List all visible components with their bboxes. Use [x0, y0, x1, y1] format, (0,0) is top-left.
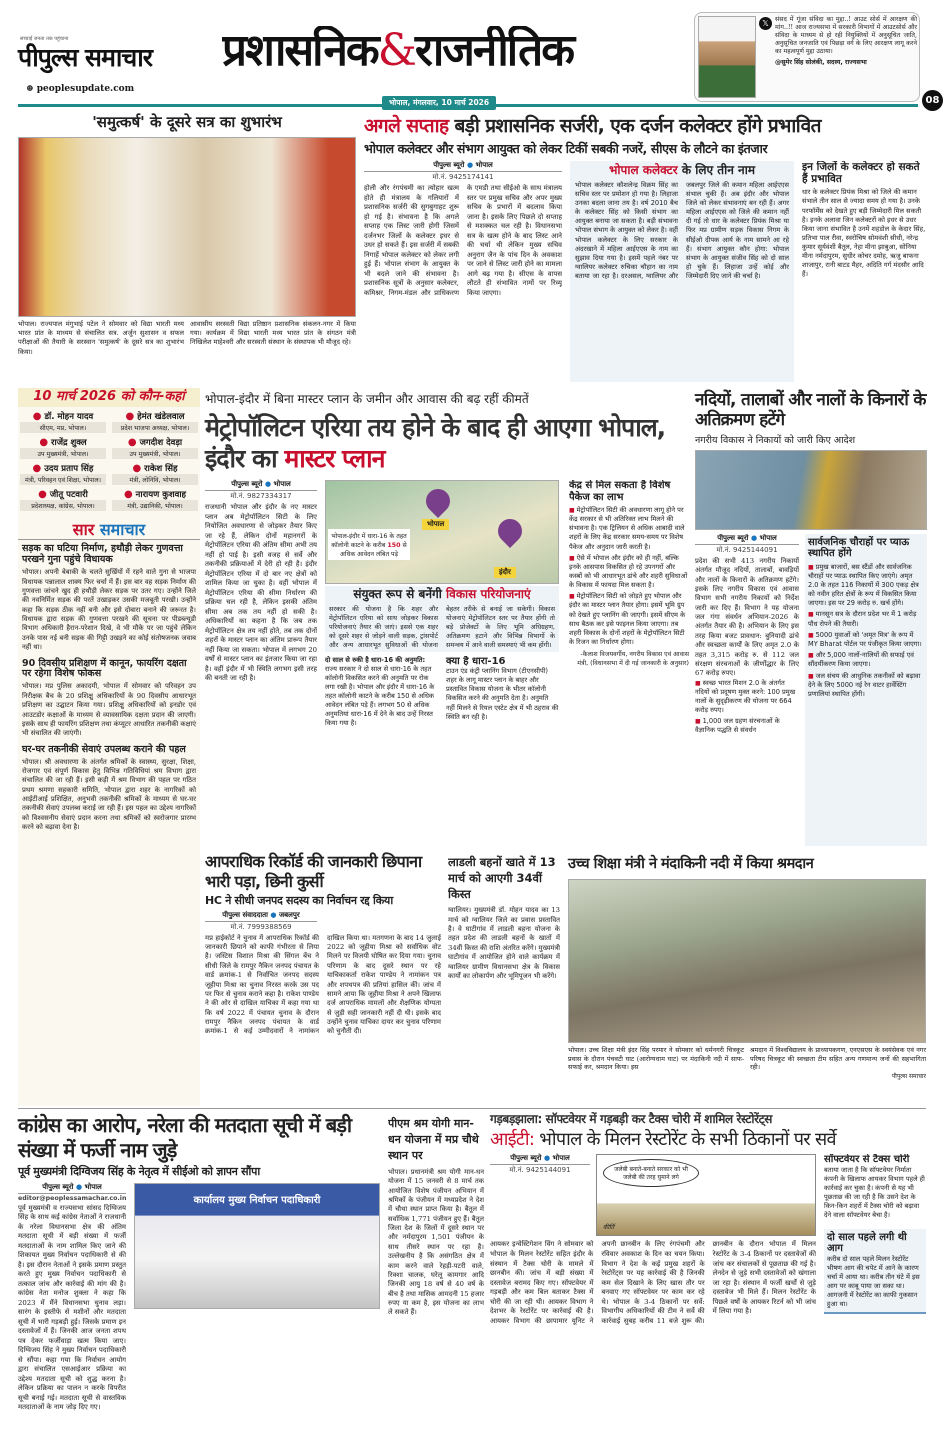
rivers-subhead: नगरीय विकास ने निकायों को जारी किए आदेश: [695, 434, 856, 446]
fire-side: दो साल पहले लगी थी आग करीब दो साल पहले मिलन रेस्टोरेंट भीषण आग की चपेट में आने के कारण चर्चा में आया था। करीब तीन घंटे में इस आग पर काबू पाया जा सका था। आगजनी में रेस्टोरेंट का काफी नुकसान हुआ था।: [824, 1229, 926, 1315]
bullet-point: ■ ऐसे में भोपाल और इंदौर को ही नहीं, बल्कि इनके आसपास विकसित हो रहे उपनगरों और कस्बों को भी आधारभूत ढांचे और शहरी सुविधाओं के विकास में फायदा मिल सकता है।: [569, 554, 689, 591]
brief-item: सड़क का घटिया निर्माण, हथौड़ी लेकर गुणवत्ता परखने गुना पहुंचे विधायक भोपाल। अपनी बेबाकी के चलते सुर्खियों में रहने वाले गुना से भाजपा विधायक पन्नालाल शाक्य फिर चर्चा में हैं। इस बार वह सड़क निर्माण की गुणवत्ता जांचने खुद ही हथौड़ी लेकर सड़क पर उतर गए। उन्होंने जिले की नवनिर्मित सड़क की परतें उखाड़कर उसकी मजबूती परखी। उन्होंने कहा कि सड़क ठीक नहीं बनी और इसे दोबारा बनाने की जरूरत है। विधायक द्वारा सड़क की गुणवत्ता परखने की सूचना पर पीडब्ल्यूडी विभाग अधिकारी हैरान-परेशान दिखे, वे भी मौके पर जा पहुंचे लेकिन उनके पास नई बनी सड़क की गिट्टी उखड़ने का कोई संतोषजनक जवाब नहीं था।: [22, 543, 196, 652]
top-story-subhead: भोपाल कलेक्टर और संभाग आयुक्त को लेकर टिकीं सबकी नजरें, सीएस के लौटने का इंतजार: [364, 140, 768, 156]
speech-bubble: जलेबी बनाते-बनाते सरकार को भी जलेबी की तरह घुमाने लगे: [603, 1159, 699, 1187]
tweet-text: संसद में गूंजा संविदा का मुद्दा..! आउट सोर्स में आरक्षण की मांग..!! आज राज्यसभा में सरकारी विभागों में आउटसोर्स और संविदा के माध्यम से हो रही नियुक्तियों में अनुसूचित जाति, अनुसूचित जनजाति एवं पिछड़ा वर्ग के लिए आरक्षण लागू करने का महत्वपूर्ण मुद्दा उठाया।: [775, 16, 917, 56]
who-where-item: ● हेमंत खंडेलवाल प्रदेश भाजपा अध्यक्ष, भोपाल।: [112, 411, 198, 433]
tweet-author: @सुमेर सिंह सोलंकी, सदस्य, राज्यसभा: [775, 59, 867, 67]
section16-para: दो साल से रुकी है धारा-16 की अनुमति: राज्य सरकार ने दो साल से धारा-16 के तहत कॉलोनी विकसित करने की अनुमति पर रोक लगा रखी है। भोपाल और इंदौर में धारा-16 के तहत कॉलोनी काटने के करीब 150 से अधिक आवेदन लंबित पड़े हैं। लगभग 50 से अधिक अनुमतियां धारा-16 में देने के बाद उन्हें निरस्त किया गया है।: [325, 655, 435, 728]
location-pin-icon: ●: [127, 436, 137, 448]
who-where-item: ● राजेंद्र शुक्ल उप मुख्यमंत्री, भोपाल।: [20, 437, 106, 459]
location-pin-icon: ●: [123, 488, 133, 500]
box-body: भोपाल कलेक्टर कौशलेन्द्र विक्रम सिंह का सचिव स्तर पर प्रमोशन हो गया है। लिहाजा उनका बदला जाना तय है। वर्ष 2010 बैच के कलेक्टर सिंह को किसी संभाग का आयुक्त बनाया जा सकता है। बड़ी संभावना भोपाल संभाग के आयुक्त को लेकर है। वहीं भोपाल कलेक्टर के लिए सरकार के अंदरखाने में महिला आईएएस के नाम का सुझाव दिया गया है। इसमें पहले नंबर पर ग्वालियर कलेक्टर रुचिका चौहान का नाम बताया जा रहा है। दरअसल, ग्वालियर और जबलपुर जिले की कमान महिला आईएएस संभाल चुकी हैं। अब इंदौर और भोपाल जिले को लेकर संभावनाएं बन रही हैं। अगर महिला आईएएस को जिले की कमान नहीं दी गई तो धार के कलेक्टर प्रियंक मिश्रा या फिर मप्र ग्रामीण सड़क विकास निगम के सीईओ दीपक आर्य के नाम सामने आ रहे हैं। संभाग आयुक्त कौन होगा: भोपाल संभाग के आयुक्त संजीव सिंह को दो साल हो चुके हैं। लिहाजा उन्हें कोई और जिम्मेदारी दिए जाने की चर्चा है।: [575, 181, 789, 280]
who-where-item: ● उदय प्रताप सिंह मंत्री, परिवहन एवं शिक्षा, भोपाल।: [20, 463, 106, 485]
brief-item: 90 दिवसीय प्रशिक्षण में कानून, फायरिंग दक्षता पर रहेगा विशेष फोकस भोपाल। मप्र पुलिस अकादमी, भोपाल में सोमवार को परिवहन उप निरीक्षक बैच के 20 प्रशिक्षु अधिकारियों के 90 दिवसीय आधारभूत प्रशिक्षण का उद्घाटन किया गया। प्रशिक्षु अधिकारियों को इनडोर एवं आउटडोर कक्षाओं के माध्यम से व्यावसायिक दक्षता प्रदान की जाएगी। इसके साथ ही फायरिंग प्रशिक्षण तथा कंप्यूटर आधारित तकनीकी कक्षाएं भी संचालित की जाएंगी।: [22, 657, 196, 738]
bulldozer-photo: [695, 450, 927, 530]
page-number: 08: [922, 90, 943, 111]
crime-body: मप्र हाईकोर्ट ने चुनाव में आपराधिक रिकॉर्ड की जानकारी छिपाने को काफी गंभीरता से लिया है। जस्टिस विशाल मिश्रा की सिंगल बेंच ने सीधी जिले के रामपुर नैकिन जनपद पंचायत के वार्ड क्रमांक-1 से निर्वाचित जनपद सदस्य जूहीया मिश्रा का चुनाव निरस्त करके उस पद पर फिर से चुनाव कराने कहा है। राकेश पाण्डेय ने की ओर से दाखिल याचिका में कहा गया था कि वर्ष 2022 में पंचायत चुनाव के दौरान रामपुर नैकिन जनपद पंचायत के वार्ड क्रमांक-1 से कई उम्मीदवारों ने नामांकन दाखिल किया था। मतगणना के बाद 14 जुलाई 2022 को जूहीया मिश्रा को सर्वाधिक वोट मिलने पर विजयी घोषित कर दिया गया। चुनाव परिणाम के बाद दूसरे स्थान पर रहे याचिकाकर्ता राकेश पाण्डेय ने नामांकन पत्र और शपथपत्र की प्रतियां हासिल कीं। जांच में सामने आया कि जूहीया मिश्रा ने अपने खिलाफ दर्ज आपराधिक मामलों और शैक्षणिक योग्यता से जुड़ी सही जानकारी नहीं दी थी। इसके बाद उन्होंने चुनाव याचिका दायर कर चुनाव परिणाम को चुनौती दी।: [205, 933, 441, 1036]
mobile-number: मो.नं. 9425144091: [509, 1166, 571, 1175]
bullet-point: ■ स्वच्छ भारत मिशन 2.0 के अंतर्गत नदियों को प्रदूषण मुक्त करने: 100 प्रमुख नालों के सुदृढ़ीकरण की योजना पर 664 करोड़ रुपए।: [695, 679, 799, 716]
joint-body: सरकार की योजना है कि शहर और मेट्रोपॉलिटन एरिया को साथ जोड़कर विकास परियोजनाएं तैयार की जाएं। इससे एक शहर को दूसरे शहर से जोड़ने वाली सड़क, ट्रांसपोर्ट और अन्य आधारभूत सुविधाओं की योजना बेहतर तरीके से बनाई जा सकेगी। विकास योजनाएं मेट्रोपॉलिटन स्तर पर तैयार होंगी तो बड़े प्रोजेक्टों के लिए भूमि अधिग्रहण, अतिक्रमण हटाने और विभिन्न विभागों के समन्वय में आने वाली समस्याएं भी कम होंगी।: [329, 604, 555, 649]
who-where-item: ● जीतू पटवारी प्रदेशाध्यक्ष, कांग्रेस, भोपाल।: [20, 489, 106, 511]
congress-body-a: पूर्व मुख्यमंत्री व राज्यसभा सांसद दिग्विजय सिंह के साथ कई कांग्रेस नेताओं ने राजधानी के नरेला विधानसभा क्षेत्र की अंतिम मतदाता सूची में बड़ी संख्या में फर्जी मतदाताओं के नाम शामिल किए जाने की शिकायत मुख्य निर्वाचन पदाधिकारी से की है। इस दौरान नेताओं ने इसके प्रमाण प्रस्तुत करते हुए मुख्य निर्वाचन पदाधिकारी से तत्काल जांच और कार्रवाई की मांग की है। कांग्रेस नेता मनोज शुक्ला ने कहा कि 2023 में मैंने विधानसभा चुनाव लड़ा। सारंग के इस्तीफे से मशीनों और मतदाता सूची में भारी गड़बड़ी हुई। जिसके प्रमाण इन दस्तावेजों में हैं। जिनकी आज जनता शपथ पत्र देकर फर्जीवाड़ा खत्म किया जाए। दिग्विजय सिंह ने मुख्य निर्वाचन पदाधिकारी से सौंपा। कहा गया कि निर्वाचन आयोग द्वारा संचालित एसआईआर प्रक्रिया का उद्देश्य मतदाता सूची को शुद्ध करना है। लेकिन प्रक्रिया का पालन न करके विपरीत सूची बनाई गई। मतदाता सूची से वास्तविक मतदाताओं के नाम जोड़ दिए गए।: [18, 1203, 126, 1412]
who-where-item: ● डॉ. मोहन यादव सीएम, मप्र, भोपाल।: [20, 411, 106, 433]
location-pin-icon: ●: [32, 410, 42, 422]
rivers-story: [695, 390, 927, 846]
metro-body: राजधानी भोपाल और इंदौर के नए मास्टर प्लान अब मेट्रोपॉलिटन सिटी के लिए नियोजित अवधारणा से जोड़कर तैयार किए जा रहे हैं, लेकिन दोनों महानगरों के मेट्रोपॉलिटन एरिया की अंतिम सीमा अभी तय नहीं हो पाई है। इसी वजह से सर्वे और तकनीकी प्रक्रियाओं में देरी हो रही है। इंदौर मेट्रोपॉलिटन एरिया में दो बार नए क्षेत्रों को शामिल किया जा चुका है। वहीं भोपाल में मेट्रोपॉलिटन एरिया की सीमा निर्धारण की प्रक्रिया चल रही है, लेकिन इसकी अंतिम सीमा अब तक तय नहीं हो सकी है। अधिकारियों का कहना है कि जब तक मेट्रोपॉलिटन क्षेत्र तय नहीं होते, तब तक दोनों शहरों के मास्टर प्लान का अंतिम प्रारूप तैयार नहीं किया जा सकता। भोपाल में लगभग 20 वर्षों से मास्टर प्लान का इंतजार किया जा रहा है। वहीं इंदौर में भी स्थिति लगभग इसी तरह की बनती जा रही है।: [205, 503, 317, 683]
masthead: [0, 0, 945, 112]
who-where-item: ● नारायण कुशवाह मंत्री, उद्यानिकी, भोपाल।: [112, 489, 198, 511]
central-package: केंद्र से मिल सकता है विशेष पैकेज का लाभ ■ मेट्रोपॉलिटन सिटी की अवधारणा लागू होने पर केंद्र सरकार से भी अतिरिक्त लाभ मिलने की संभावना है। एक ट्रिलियन से अधिक आबादी वाले शहरों के लिए केंद्र सरकार समय-समय पर विशेष पैकेज और अनुदान जारी करती है। ■ ऐसे में भोपाल और इंदौर को ही नहीं, बल्कि इनके आसपास विकसित हो रहे उपनगरों और कस्बों को भी आधारभूत ढांचे और शहरी सुविधाओं के विकास में फायदा मिल सकता है। ■ मेट्रोपॉलिटन सिटी को जोड़ते हुए भोपाल और इंदौर का मास्टर प्लान तैयार होगा। इसमें भूमि ग्रुप को देखते हुए प्लानिंग की जाएगी। इसमें सीएम के साथ बैठक कर इसे फाइनल किया जाएगा। तब शहरी विकास के दोनों शहरों के मेट्रोपॉलिटन सिटी के रिजन का निर्धारण होगा। -कैलाश विजयवर्गीय, नगरीय विकास एवं आवास मंत्री, (विधानसभा में दी गई जानकारी के अनुसार): [569, 480, 689, 846]
mobile-number: मो.नं. 9425144091: [716, 545, 778, 554]
joint-title: संयुक्त रूप से बनेंगी विकास परियोजनाएं: [353, 587, 531, 601]
it-headline: आईटी: भोपाल के मिलन रेस्टोरेंट के सभी ठिकानों पर सर्वे: [490, 1128, 836, 1150]
rivers-points: [695, 679, 799, 736]
photo-caption-b: आवासीय सरस्वती विद्या प्रतिष्ठान प्रशासनिक संकलन-नगर में किया गया। कार्यक्रम में विद्या भारती मध्य भारत प्रांत के संगठन मंत्री निखिलेश माहेश्वरी और सरस्वती संस्थान के संस्थापक भी मौजूद रहे।: [190, 320, 356, 347]
photo-caption-a: भोपाल। राज्यपाल मंगुभाई पटेल ने सोमवार को विद्या भारती मध्य भारत प्रांत के माध्यम से संचालित सत्र. अर्जुन सुशासन व सफल परीक्षाओं की तैयारी के सरस्वान 'समुत्कर्ष' के दूसरे सत्र का शुभारंभ किया।: [18, 320, 184, 356]
side-body: धार के कलेक्टर प्रियंक मिश्रा को जिले की कमान संभाले तीन साल से ज्यादा समय हो गया है। उनके परफॉर्मेंस को देखते हुए बड़ी जिम्मेदारी मिल सकती है। इनके अलावा जिन कलेक्टरों को इधर से उधर किया जाना संभावित है उनमें शहडोल के केदार सिंह, प्रतिभा पाल रीवा, स्वरोचिष सोमवंशी सीधी, नरेन्द्र कुमार सूर्यवंशी बैतूल, नेहा मीना झाबुआ, सोनिया मीना नर्मदापुरम, सुधीर कोचर दमोह, ऋजु बाफना शाजापुर, रानी बाटड मैहर, अदिति गर्ग मंदसौर आदि हैं।: [802, 188, 926, 279]
byline: पीपुल्स ब्यूरो ● भोपाल: [490, 1154, 590, 1165]
ceo-memo-photo: कार्यालय मुख्य निर्वाचन पदाधिकारी: [134, 1183, 380, 1309]
mobile-number: मो.नं. 7999388569: [230, 922, 292, 931]
top-story: [364, 116, 926, 382]
top-story-body: होली और रंगपंचमी का त्योहार खत्म होते ही मंत्रालय के गलियारों में प्रशासनिक सर्जरी की सुगबुगाहट शुरू हो गई है। संभावना है कि अगले सप्ताह एक लिस्ट जारी होगी जिसमें दर्जनभर जिलों के कलेक्टर इधर से उधर हो सकते हैं। इस सर्जरी में सबकी निगाहें भोपाल कलेक्टर को लेकर लगी हुई हैं। भोपाल संभाग के आयुक्त के भी बदले जाने की संभावना है। प्रशासनिक सूत्रों के अनुसार कलेक्टर, कमिश्नर, निगम-मंडल और प्राधिकरण के एमडी तथा सीईओ के साथ मंत्रालय स्तर पर प्रमुख सचिव और अपर मुख्य सचिव के प्रभारों में बदलाव किया जाना है। इसके लिए पिछले दो सप्ताह से मशक्कत चल रही है। विधानसभा सत्र के खत्म होने के बाद लिस्ट आने की चर्चा थी लेकिन मुख्य सचिव अनुराग जैन के पांच दिन के अवकाश पर जाने से लिस्ट जारी होने का मामला आगे बढ़ गया है। सीएस के वापस लौटते ही संभावित नामों पर रिव्यू किया जाएगा।: [364, 184, 562, 297]
left-column: [18, 388, 200, 1106]
email[interactable]: editor@peoplessamachar.co.in: [18, 1194, 127, 1202]
bullet-point: ■ जल संचय की आधुनिक तकनीकों को बढ़ावा देने के लिए 5000 नई रेन वाटर हार्वेस्टिंग प्रणालियां स्थापित होंगी।: [808, 672, 924, 699]
location-pin-icon: ●: [32, 462, 42, 474]
shramdan-story: उच्च शिक्षा मंत्री ने मंदाकिनी नदी में किया श्रमदान भोपाल। उच्च शिक्षा मंत्री इंदर सिंह परमार ने सोमवार को धर्मनगरी चित्रकूट प्रवास के दौरान पंचवटी घाट (आरोग्यधाम घाट) पर मंदाकिनी नदी में साफ- सफाई कर, श्रमदान किया। इस श्रमदान में विश्वविद्यालय के प्राध्यापकगण, एनएसएस के स्वयंसेवक एवं नगर परिषद चित्रकूट की स्वच्छता टीम सहित अन्य गणमान्य जनों की सहभागिता रही। पीपुल्स समाचार: [568, 856, 926, 1081]
governor-event-photo: [18, 137, 356, 317]
who-where-title: 10 मार्च 2026 को कौन-कहां: [18, 388, 200, 407]
map-pin-icon: [421, 484, 455, 518]
it-story: गड़बड़झाला: सॉफ्टवेयर में गड़बड़ी कर टैक्स चोरी में शामिल रेस्टोरेंट्स आईटी: भोपाल के मिलन रेस्टोरेंट के सभी ठिकानों पर सर्वे पीपुल्स ब्यूरो ● भोपाल मो.नं. 9425144091 जलेबी बनाते-बनाते सरकार को भी जलेबी की तरह घुमाने लगे कीर्ति आयकर इन्वेस्टिगेशन विंग ने सोमवार को भोपाल के मिलन रेस्टोरेंट सहित इंदौर के संस्थान में टैक्स चोरी के मामले में छानबीन की। जांच में बड़ी संख्या में दस्तावेज बरामद किए गए। सॉफ्टवेयर में गड़बड़ी और कम बिल बताकर टैक्स में चोरी की जा रही थी। आयकर विभाग ने देशभर के रेस्टोरेंट पर कार्रवाई की है। आयकर विभाग की छापामार यूनिट ने अपनी छानबीन के लिए रंगपंचमी और रविवार अवकाश के दिन का चयन किया। विभाग ने देश के कई प्रमुख शहरों के रेस्टोरेंट्स पर यह कार्रवाई की है जिनकी कम सेल दिखाने के लिए खास तौर पर बनवाए गए सॉफ्टवेयर पर काम कर रहे थे। भोपाल के 3-4 ठिकानों पर सर्वे: विभागीय अधिकारियों की टीम ने सर्वे की कार्रवाई सुबह करीब 11 बजे शुरू की। छानबीन के दौरान भोपाल में मिलन रेस्टोरेंट के 3-4 ठिकानों पर दस्तावेजों की जांच कर संचालकों से पूछताछ की गई है। लेनदेन से जुड़े सभी दस्तावेजों को खंगाला जा रहा है। संस्थान में फर्जी खर्चों से जुड़े दस्तावेज भी मिले हैं। मिलन रेस्टोरेंट के पिछले वर्षों के आयकर रिटर्न को भी जांच में लिया गया है। सॉफ्टवेयर से टैक्स चोरी बताया जाता है कि सॉफ्टवेयर निर्माता कंपनी के खिलाफ आयकर विभाग पहले ही कार्रवाई कर चुका है। कंपनी से यह भी पूछताछ की जा रही है कि उसने देश के किन-किन शहरों में टैक्स चोरी को बढ़ावा देने वाला सॉफ्टवेयर बेचा है। दो साल पहले लगी थी आग करीब दो साल पहले मिलन रेस्टोरेंट भीषण आग की चपेट में आने के कारण चर्चा में आया था। करीब तीन घंटे में इस आग पर काबू पाया जा सका था। आगजनी में रेस्टोरेंट का काफी नुकसान हुआ था।: [490, 1113, 926, 1443]
joint-projects-box: [325, 586, 559, 652]
mobile-number: मो.नं. 9425174141: [432, 173, 494, 182]
central-points: [569, 506, 689, 647]
who-where-item: ● राकेश सिंह मंत्री, लोनिवि, भोपाल।: [112, 463, 198, 485]
byline: पीपुल्स ब्यूरो ● भोपाल: [18, 1183, 126, 1194]
box-title: भोपाल कलेक्टर के लिए तीन नाम: [608, 163, 755, 178]
tagline: सच्चाई जनता तक पहुंचाना: [20, 36, 69, 42]
byline: पीपुल्स ब्यूरो ● भोपाल: [205, 480, 317, 491]
photo-story: [18, 114, 356, 376]
briefs-title: सार समाचार: [18, 521, 200, 540]
water-kiosk-box: सार्वजनिक चौराहों पर प्याऊ स्थापित होंगे ■ प्रमुख बाजारों, बस स्टैंडों और सार्वजनिक चौराहों पर प्याऊ स्थापित किए जाएंगे। अमृत 2.0 के तहत 116 निकायों में 300 एकड़ क्षेत्र को नवीन हरित क्षेत्रों के रूप में विकसित किया जाएगा। इस पर 29 करोड़ रु. खर्च होंगे। ■ मानसून सत्र के दौरान प्रदेश भर में 1 करोड़ पौध रोपने की तैयारी। ■ 5000 युवाओं को 'अमृत मित्र' के रूप में MY Bharat पोर्टल पर पंजीकृत किया जाएगा। ■ और 5,000 नालों-नालियों की सफाई एवं सौंदर्यीकरण किया जाएगा। ■ जल संचय की आधुनिक तकनीकों को बढ़ावा देने के लिए 5000 नई रेन वाटर हार्वेस्टिंग प्रणालियां स्थापित होंगी।: [805, 534, 927, 846]
pin-label-bhopal: भोपाल: [422, 519, 449, 530]
pm-shram-story: पीएम श्रम योगी मान-धन योजना में मप्र चौथे स्थान पर भोपाल। प्रधानमंत्री श्रम योगी मान-धन योजना में 15 जनवरी से 8 मार्च तक आयोजित विशेष पंजीयन अभियान में श्रमिकों के पंजीयन में मध्यप्रदेश ने देश में चौथा स्थान प्राप्त किया है। बैतूल में सर्वाधिक 1,771 पंजीयन हुए हैं। बैतूल जिला देश के जिलों में दूसरे स्थान पर और नर्मदापुरम 1,501 पंजीयन के साथ तीसरे स्थान पर रहा है। उल्लेखनीय है कि असंगठित क्षेत्र में काम करने वाले रेहड़ी-पटरी वाले, रिक्शा चालक, घरेलू कामगार आदि जिनकी आयु 18 वर्ष से 40 वर्ष के बीच है तथा मासिक आमदनी 15 हजार रुपए या कम है, इस योजना का लाभ ले सकते हैं।: [388, 1117, 484, 1317]
author-photo: [698, 16, 756, 98]
who-where-grid: [18, 407, 200, 515]
location-pin-icon: ●: [39, 436, 49, 448]
bullet-point: ■ 1,000 जल ग्रहण संरचनाओं के वैज्ञानिक पद्धति से संवर्धन: [695, 717, 799, 735]
website[interactable]: ⊕ peoplesupdate.com: [26, 84, 135, 94]
mobile-number: मो.नं. 9827334317: [230, 492, 292, 500]
tweet-box: [694, 12, 920, 102]
divider: [18, 1108, 926, 1109]
top-story-headline: अगले सप्ताह बड़ी प्रशासनिक सर्जरी, एक दर्जन कलेक्टर होंगे प्रभावित: [364, 115, 821, 137]
congress-story: कांग्रेस का आरोप, नरेला की मतदाता सूची में बड़ी संख्या में फर्जी नाम जुड़े पूर्व मुख्यमंत्री दिग्विजय सिंह के नेतृत्व में सीईओ को ज्ञापन सौंपा पीपुल्स ब्यूरो ● भोपाल editor@peoplessamachar.co.in पूर्व मुख्यमंत्री व राज्यसभा सांसद दिग्विजय सिंह के साथ कई कांग्रेस नेताओं ने राजधानी के नरेला विधानसभा क्षेत्र की अंतिम मतदाता सूची में बड़ी संख्या में फर्जी मतदाताओं के नाम शामिल किए जाने की शिकायत मुख्य निर्वाचन पदाधिकारी से की है। इस दौरान नेताओं ने इसके प्रमाण प्रस्तुत करते हुए मुख्य निर्वाचन पदाधिकारी से तत्काल जांच और कार्रवाई की मांग की है। कांग्रेस नेता मनोज शुक्ला ने कहा कि 2023 में मैंने विधानसभा चुनाव लड़ा। सारंग के इस्तीफे से मशीनों और मतदाता सूची में भारी गड़बड़ी हुई। जिसके प्रमाण इन दस्तावेजों में हैं। जिनकी आज जनता शपथ पत्र देकर फर्जीवाड़ा खत्म किया जाए। दिग्विजय सिंह ने मुख्य निर्वाचन पदाधिकारी से सौंपा। कहा गया कि निर्वाचन आयोग द्वारा संचालित एसआईआर प्रक्रिया का उद्देश्य मतदाता सूची को शुद्ध करना है। लेकिन प्रक्रिया का पालन न करके विपरीत सूची बनाई गई। मतदाता सूची से वास्तविक मतदाताओं के नाम जोड़ दिए गए। कार्यालय मुख्य निर्वाचन पदाधिकारी: [18, 1113, 380, 1443]
section-title: प्रशासनिक&राजनीतिक: [222, 26, 574, 76]
brief-item: घर-घर तकनीकी सेवाएं उपलब्ध कराने की पहल भोपाल। श्री अवधारणा के अंतर्गत श्रमिकों के स्वास्थ्य, सुरक्षा, शिक्षा, रोजगार एवं संपूर्ण विकास हेतु विभिन्न गतिविधियां श्रम विभाग द्वारा संचालित की जा रही हैं। इसी कड़ी में श्रम विभाग की पहल पर गठित प्रथम श्रमणा सहकारी समिति, भोपाल द्वारा शहर के नागरिकों को आईटीआई प्रशिक्षित, अनुभवी तकनीकी श्रमिकों के माध्यम से घर-घर तकनीकी सेवाएं उपलब्ध कराई जा रही हैं। इस पहल का उद्देश्य नागरिकों को विश्वसनीय सेवाएं प्रदान करना तथा श्रमिकों को स्वरोजगार प्रारम्भ करने को बढ़ावा देना है।: [22, 743, 196, 832]
globe-icon: ⊕: [26, 84, 37, 94]
metro-kicker: भोपाल-इंदौर में बिना मास्टर प्लान के जमीन और आवास की बढ़ रहीं कीमतें: [205, 392, 529, 406]
location-pin-icon: ●: [38, 488, 47, 500]
bullet-point: ■ और 5,000 नालों-नालियों की सफाई एवं सौंदर्यीकरण किया जाएगा।: [808, 651, 924, 669]
bullet-point: ■ मेट्रोपॉलिटन सिटी को जोड़ते हुए भोपाल और इंदौर का मास्टर प्लान तैयार होगा। इसमें भूमि ग्रुप को देखते हुए प्लानिंग की जाएगी। इसमें सीएम के साथ बैठक कर इसे फाइनल किया जाएगा। तब शहरी विकास के दोनों शहरों के मेट्रोपॉलिटन सिटी के रिजन का निर्धारण होगा।: [569, 592, 689, 647]
date-pill: भोपाल, मंगलवार, 10 मार्च 2026: [382, 96, 496, 110]
crime-subhead: HC ने सीधी जनपद सदस्य का निर्वाचन रद्द किया: [205, 894, 393, 907]
crime-headline: आपराधिक रिकॉर्ड की जानकारी छिपाना भारी पड़ा, छिनी कुर्सी: [205, 852, 422, 891]
location-pin-icon: ●: [125, 410, 135, 422]
location-pin-icon: ●: [132, 462, 142, 474]
cartoon: जलेबी बनाते-बनाते सरकार को भी जलेबी की तरह घुमाने लगे कीर्ति: [596, 1154, 816, 1236]
photo-story-title: 'समुत्कर्ष' के दूसरे सत्र का शुभारंभ: [92, 113, 282, 131]
ladli-story: लाडली बहनों खाते में 13 मार्च को आएगी 34वीं किस्त ग्वालियर। मुख्यमंत्री डॉ. मोहन यादव का 13 मार्च को ग्वालियर जिले का प्रवास प्रस्तावित है। वे घाटीगांव में लाडली बहना योजना के तहत प्रदेश की लाडली बहनों के खातों में 34वीं किस्त की राशि अंतरित करेंगे। मुख्यमंत्री घाटीगांव में आयोजित होने वाले कार्यक्रम में ग्वालियर ग्रामीण विधानसभा क्षेत्र के विकास कार्यों का लोकार्पण और भूमिपूजन भी करेंगे।: [448, 855, 560, 980]
metro-headline: मेट्रोपॉलिटन एरिया तय होने के बाद ही आएगा भोपाल, इंदौर का मास्टर प्लान: [205, 413, 666, 473]
map-pin-icon: [493, 514, 527, 548]
kiosk-points: [808, 563, 924, 699]
metro-story: [205, 390, 689, 846]
side-title: इन जिलों के कलेक्टर हो सकते हैं प्रभावित: [802, 161, 920, 186]
districts-side: [802, 161, 926, 382]
who-where-item: ● जगदीश देवड़ा उप मुख्यमंत्री, भोपाल।: [112, 437, 198, 459]
bhopal-collector-box: [570, 161, 794, 382]
bullet-point: ■ मानसून सत्र के दौरान प्रदेश भर में 1 करोड़ पौध रोपने की तैयारी।: [808, 610, 924, 628]
bullet-point: ■ प्रमुख बाजारों, बस स्टैंडों और सार्वजनिक चौराहों पर प्याऊ स्थापित किए जाएंगे। अमृत 2.0 के तहत 116 निकायों में 300 एकड़ क्षेत्र को नवीन हरित क्षेत्रों के रूप में विकसित किया जाएगा। इस पर 29 करोड़ रु. खर्च होंगे।: [808, 563, 924, 609]
it-body: आयकर इन्वेस्टिगेशन विंग ने सोमवार को भोपाल के मिलन रेस्टोरेंट सहित इंदौर के संस्थान में टैक्स चोरी के मामले में छानबीन की। जांच में बड़ी संख्या में दस्तावेज बरामद किए गए। सॉफ्टवेयर में गड़बड़ी और कम बिल बताकर टैक्स में चोरी की जा रही थी। आयकर विभाग ने देशभर के रेस्टोरेंट पर कार्रवाई की है। आयकर विभाग की छापामार यूनिट ने अपनी छानबीन के लिए रंगपंचमी और रविवार अवकाश के दिन का चयन किया। विभाग ने देश के कई प्रमुख शहरों के रेस्टोरेंट्स पर यह कार्रवाई की है जिनकी कम सेल दिखाने के लिए खास तौर पर बनवाए गए सॉफ्टवेयर पर काम कर रहे थे। भोपाल के 3-4 ठिकानों पर सर्वे: विभागीय अधिकारियों की टीम ने सर्वे की कार्रवाई सुबह करीब 11 बजे शुरू की। छानबीन के दौरान भोपाल में मिलन रेस्टोरेंट के 3-4 ठिकानों पर दस्तावेजों की जांच कर संचालकों से पूछताछ की गई है। लेनदेन से जुड़े सभी दस्तावेजों को खंगाला जा रहा है। संस्थान में फर्जी खर्चों से जुड़े दस्तावेज भी मिले हैं। मिलन रेस्टोरेंट के पिछले वर्षों के आयकर रिटर्न को भी जांच में लिया गया है।: [490, 1240, 816, 1325]
river-cleanup-photo: [568, 879, 926, 1043]
byline: पीपुल्स ब्यूरो ● भोपाल: [364, 161, 562, 172]
rivers-headline: नदियों, तालाबों और नालों के किनारों के अतिक्रमण हटेंगे: [695, 390, 926, 431]
what-is-section16: क्या है धारा-16 टाउन एंड कंट्री प्लानिंग विभाग (टीएनसीपी) शहर के लागू मास्टर प्लान के बाहर और प्रस्तावित विकास योजना के भीतर कॉलोनी विकसित करने की अनुमति देता है। अनुमति नहीं मिलने से रियल एस्टेट क्षेत्र में भी ठहराव की स्थिति बन रही है।: [446, 655, 559, 721]
byline: पीपुल्स संवाददाता ● जबलपुर: [205, 911, 317, 922]
image-caption: भोपाल-इंदौर में धारा-16 के तहत कॉलोनी काटने के करीब 150 से अधिक आवेदन लंबित पड़े: [328, 529, 410, 560]
byline: पीपुल्स ब्यूरो ● भोपाल: [695, 534, 799, 545]
rivers-body: प्रदेश की सभी 413 नगरीय निकायों अंतर्गत मौजूद नदियों, तालाबों, बावड़ियों और नालों के किनारों के अतिक्रमण हटेंगे। इसके लिए नगरीय विकास एवं आवास विभाग सभी नगरीय निकायों को निर्देश जारी कर दिए हैं। विभाग ने यह योजना जल गंगा संवर्धन अभियान-2026 के अंतर्गत तैयार की है। अभियान के लिए इस तरह किया बजट प्रावधान: बुनियादी ढांचे और स्वच्छता कार्यों के लिए अमृत 2.0 के तहत 3,315 करोड़ रु. से 112 जल संरक्षण संरचनाओं के जीर्णोद्धार के लिए 67 करोड़ रुपए।: [695, 556, 799, 678]
crime-story: [205, 852, 441, 1104]
newspaper-logo[interactable]: पीपुल्स समाचार: [18, 43, 152, 72]
pin-label-indore: इंदौर: [494, 567, 516, 578]
metro-map-graphic: [325, 480, 559, 584]
bullet-point: ■ 5000 युवाओं को 'अमृत मित्र' के रूप में MY Bharat पोर्टल पर पंजीकृत किया जाएगा।: [808, 631, 924, 649]
quote-author: -कैलाश विजयवर्गीय, नगरीय विकास एवं आवास मंत्री, (विधानसभा में दी गई जानकारी के अनुसार): [577, 650, 689, 667]
bullet-point: ■ मेट्रोपॉलिटन सिटी की अवधारणा लागू होने पर केंद्र सरकार से भी अतिरिक्त लाभ मिलने की संभावना है। एक ट्रिलियन से अधिक आबादी वाले शहरों के लिए केंद्र सरकार समय-समय पर विशेष पैकेज और अनुदान जारी करती है।: [569, 506, 689, 552]
x-icon: 𝕏: [759, 17, 772, 30]
briefs-list: [18, 544, 200, 832]
software-side: सॉफ्टवेयर से टैक्स चोरी बताया जाता है कि सॉफ्टवेयर निर्माता कंपनी के खिलाफ आयकर विभाग पहले ही कार्रवाई कर चुका है। कंपनी से यह भी पूछताछ की जा रही है कि उसने देश के किन-किन शहरों में टैक्स चोरी को बढ़ावा देने वाला सॉफ्टवेयर बेचा है।: [824, 1154, 925, 1220]
